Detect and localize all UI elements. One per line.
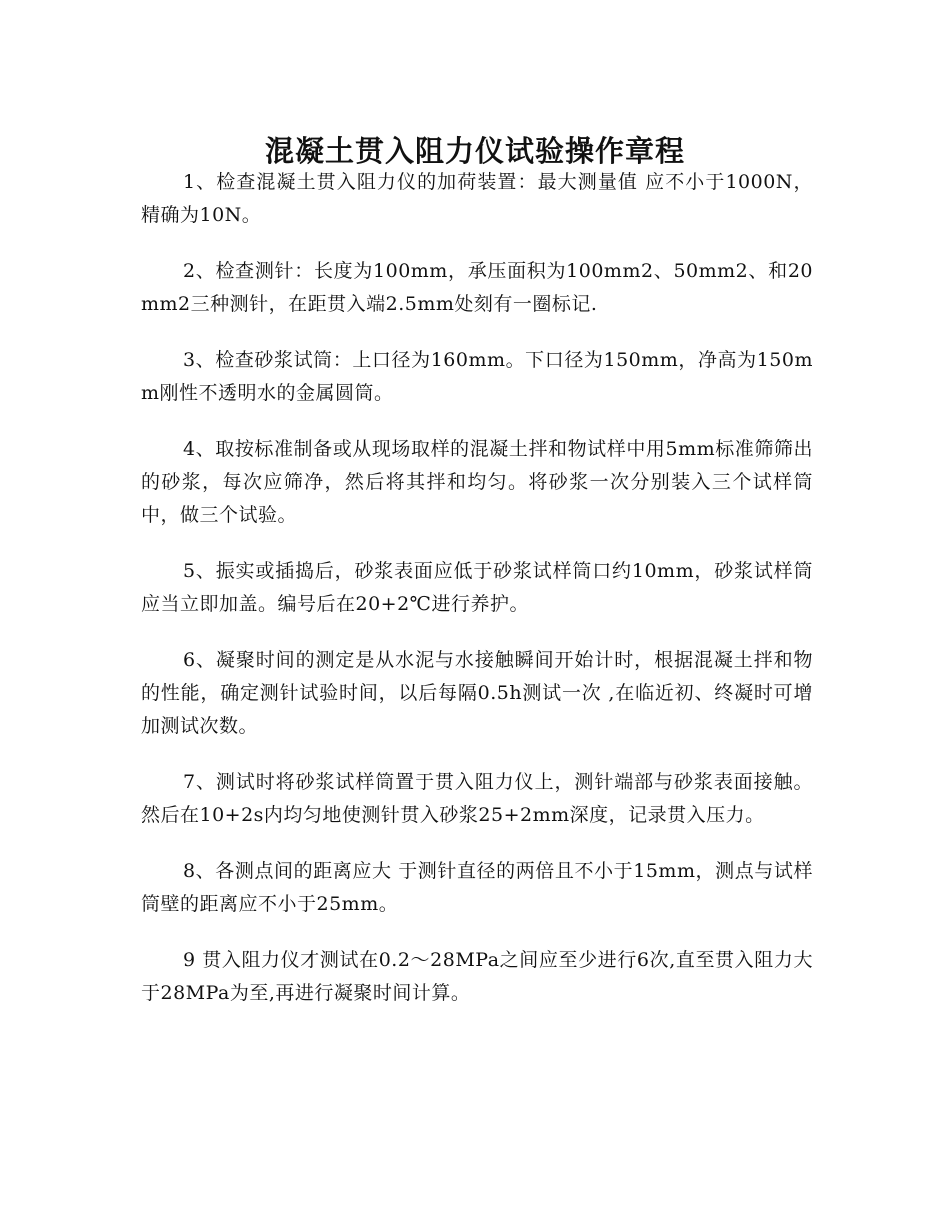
paragraph-5: 5、振实或插捣后，砂浆表面应低于砂浆试样筒口约10mm，砂浆试样筒应当立即加盖。编号后在20+2℃进行养护。 (141, 560, 813, 615)
paragraph-3: 3、检查砂浆试筒：上口径为160mm。下口径为150mm，净高为150mm刚性不透明水的金属圆筒。 (141, 349, 813, 404)
paragraph-2: 2、检查测针：长度为100mm，承压面积为100mm2、50mm2、和20mm2三种测针，在距贯入端2.5mm处刻有一圈标记. (141, 260, 813, 315)
paragraph-6: 6、凝聚时间的测定是从水泥与水接触瞬间开始计时，根据混凝土拌和物的性能，确定测针试验时间，以后每隔0.5h测试一次 ,在临近初、终凝时可增加测试次数。 (141, 649, 813, 737)
paragraph-7: 7、测试时将砂浆试样筒置于贯入阻力仪上，测针端部与砂浆表面接触。然后在10+2s内均匀地使测针贯入砂浆25+2mm深度，记录贯入压力。 (141, 771, 813, 826)
document-title: 混凝土贯入阻力仪试验操作章程 (264, 134, 685, 169)
paragraph-1: 1、检查混凝土贯入阻力仪的加荷装置：最大测量值 应不小于1000N，精确为10N。 (141, 171, 813, 226)
paragraph-9: 9 贯入阻力仪才测试在0.2～28MPa之间应至少进行6次,直至贯入阻力大于28MPa为至,再进行凝聚时间计算。 (141, 949, 813, 1004)
paragraph-8: 8、各测点间的距离应大 于测针直径的两倍且不小于15mm，测点与试样筒壁的距离应不小于25mm。 (141, 860, 813, 915)
document-body (141, 166, 813, 1033)
paragraph-4: 4、取按标准制备或从现场取样的混凝土拌和物试样中用5mm标准筛筛出的砂浆，每次应筛净，然后将其拌和均匀。将砂浆一次分别装入三个试样筒中，做三个试验。 (141, 438, 813, 526)
